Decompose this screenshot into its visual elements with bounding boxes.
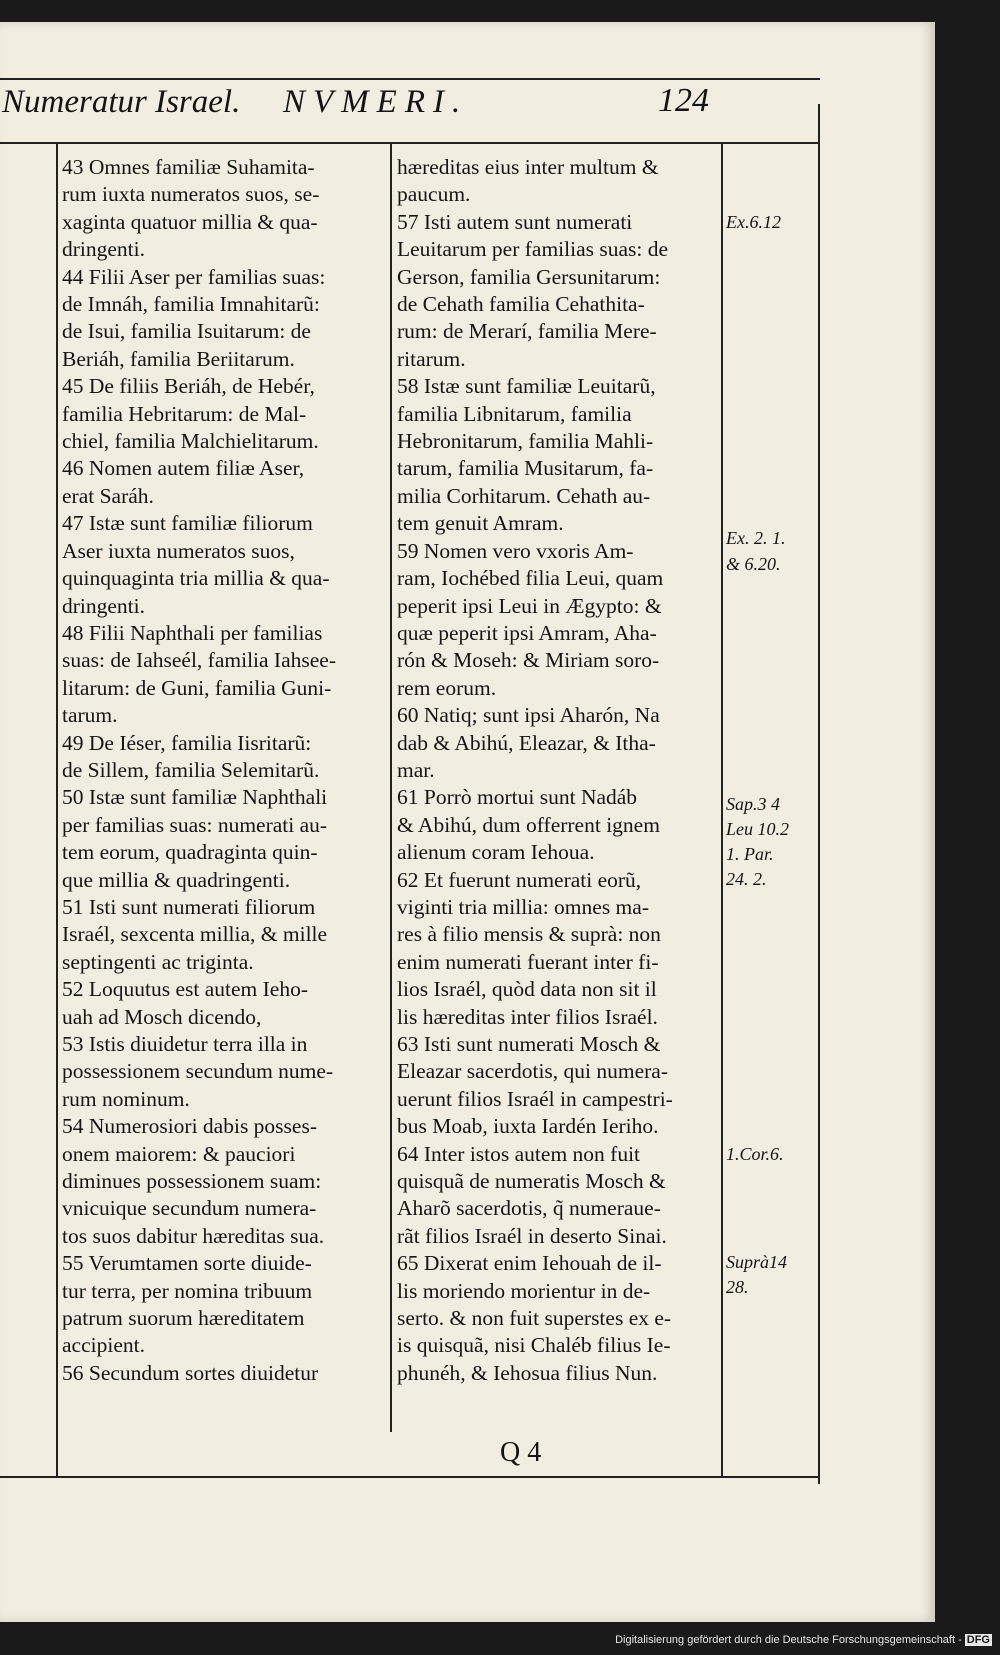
text-line: tarum. bbox=[62, 703, 118, 728]
text-line: lis moriendo morientur in de- bbox=[397, 1278, 651, 1303]
text-line: rum: de Merarí, familia Mere- bbox=[397, 319, 657, 344]
margin-note: 28. bbox=[726, 1277, 749, 1297]
text-line: alienum coram Iehoua. bbox=[397, 840, 595, 865]
text-line: chiel, familia Malchielitarum. bbox=[62, 429, 319, 454]
text-line: 44 Filii Aser per familias suas: bbox=[62, 264, 326, 289]
text-line: xaginta quatuor millia & qua- bbox=[62, 209, 318, 234]
margin-note: 1. Par. bbox=[726, 844, 774, 864]
text-line: 54 Numerosiori dabis posses- bbox=[62, 1114, 317, 1139]
text-line: tem genuit Amram. bbox=[397, 511, 564, 536]
text-line: uah ad Mosch dicendo, bbox=[62, 1004, 262, 1029]
text-line: Gerson, familia Gersunitarum: bbox=[397, 264, 661, 289]
text-line: familia Libnitarum, familia bbox=[397, 401, 632, 426]
text-line: dringenti. bbox=[62, 593, 145, 618]
text-line: 53 Istis diuidetur terra illa in bbox=[62, 1032, 308, 1056]
signature-mark: Q 4 bbox=[500, 1437, 542, 1468]
text-line: rum iuxta numeratos suos, se- bbox=[62, 182, 320, 207]
text-line: viginti tria millia: omnes ma- bbox=[397, 894, 649, 919]
text-line: tur terra, per nomina tribuum bbox=[62, 1278, 313, 1303]
running-title: Numeratur Israel. bbox=[2, 84, 241, 120]
text-line: Aser iuxta numeratos suos, bbox=[62, 538, 295, 563]
text-line: hæreditas eius inter multum & bbox=[397, 155, 659, 179]
text-line: rón & Moseh: & Miriam soro- bbox=[397, 648, 660, 673]
text-line: tos suos dabitur hæreditas sua. bbox=[62, 1223, 325, 1248]
text-line: septingenti ac triginta. bbox=[62, 949, 254, 974]
text-line: tem eorum, quadraginta quin- bbox=[62, 840, 318, 865]
text-line: mar. bbox=[397, 757, 435, 782]
dfg-logo: DFG bbox=[966, 1634, 990, 1646]
text-line: enim numerati fuerant inter fi- bbox=[397, 949, 659, 974]
margin-note: Ex.6.12 bbox=[726, 212, 781, 232]
running-head bbox=[0, 84, 820, 134]
book-title: NVMERI. bbox=[283, 84, 469, 120]
text-line: 61 Porrò mortui sunt Nadáb bbox=[397, 785, 638, 810]
text-line: onem maiorem: & pauciori bbox=[62, 1141, 296, 1166]
text-line: 58 Istæ sunt familiæ Leuitarũ, bbox=[397, 374, 656, 399]
text-line: Eleazar sacerdotis, qui numera- bbox=[397, 1059, 669, 1084]
text-line: Hebronitarum, familia Mahli- bbox=[397, 429, 654, 454]
text-line: quæ peperit ipsi Amram, Aha- bbox=[397, 620, 657, 645]
text-line: 63 Isti sunt numerati Mosch & bbox=[397, 1032, 661, 1056]
margin-note: 1.Cor.6. bbox=[726, 1144, 784, 1164]
text-line: 65 Dixerat enim Iehouah de il- bbox=[397, 1251, 662, 1276]
text-line: serto. & non fuit superstes ex e- bbox=[397, 1306, 672, 1331]
page-number: 124 bbox=[658, 82, 709, 119]
text-line: 52 Loquutus est autem Ieho- bbox=[62, 977, 309, 1002]
text-line: lios Israél, quòd data non sit il bbox=[397, 977, 657, 1002]
text-line: phunéh, & Iehosua filius Nun. bbox=[397, 1360, 658, 1385]
top-rule bbox=[0, 78, 820, 80]
text-line: 62 Et fuerunt numerati eorũ, bbox=[397, 867, 642, 892]
text-line: 55 Verumtamen sorte diuide- bbox=[62, 1251, 312, 1276]
text-line: quisquã de numeratis Mosch & bbox=[397, 1169, 666, 1194]
text-line: 57 Isti autem sunt numerati bbox=[397, 209, 633, 234]
text-line: res à filio mensis & suprà: non bbox=[397, 922, 661, 947]
text-line: 47 Istæ sunt familiæ filiorum bbox=[62, 511, 313, 536]
digitization-credit bbox=[615, 1634, 992, 1646]
text-line: Beriáh, familia Beriitarum. bbox=[62, 346, 295, 371]
header-rule bbox=[0, 142, 820, 144]
text-line: possessionem secundum nume- bbox=[62, 1059, 334, 1084]
text-line: paucum. bbox=[397, 182, 471, 207]
text-line: accipient. bbox=[62, 1333, 145, 1358]
text-line: familia Hebritarum: de Mal- bbox=[62, 401, 307, 426]
text-line: Leuitarum per familias suas: de bbox=[397, 237, 669, 262]
text-line: milia Corhitarum. Cehath au- bbox=[397, 483, 651, 508]
text-line: tarum, familia Musitarum, fa- bbox=[397, 456, 654, 481]
text-line: dab & Abihú, Eleazar, & Itha- bbox=[397, 730, 656, 755]
text-line: ram, Iochébed filia Leui, quam bbox=[397, 566, 664, 591]
bottom-rule bbox=[0, 1476, 820, 1478]
text-line: per familias suas: numerati au- bbox=[62, 812, 328, 837]
text-line: 56 Secundum sortes diuidetur bbox=[62, 1360, 319, 1385]
text-line: ritarum. bbox=[397, 346, 466, 371]
text-line: 48 Filii Naphthali per familias bbox=[62, 620, 323, 645]
margin-note: Sap.3 4 bbox=[726, 794, 780, 814]
margin-note: Ex. 2. 1. bbox=[726, 528, 786, 548]
text-column-left bbox=[62, 154, 387, 1387]
text-line: & Abihú, dum offerrent ignem bbox=[397, 812, 660, 837]
text-line: que millia & quadringenti. bbox=[62, 867, 291, 892]
credit-text: Digitalisierung gefördert durch die Deutsche Forschungsgemeinschaft - bbox=[615, 1634, 962, 1646]
margin-note: 24. 2. bbox=[726, 869, 767, 889]
text-line: de Sillem, familia Selemitarũ. bbox=[62, 757, 320, 782]
text-line: 60 Natiq; sunt ipsi Aharón, Na bbox=[397, 703, 660, 728]
text-line: litarum: de Guni, familia Guni- bbox=[62, 675, 332, 700]
text-line: diminues possessionem suam: bbox=[62, 1169, 322, 1194]
text-line: suas: de Iahseél, familia Iahsee- bbox=[62, 648, 336, 673]
text-column-right bbox=[397, 154, 719, 1387]
book-page bbox=[0, 22, 935, 1622]
text-line: rãt filios Israél in deserto Sinai. bbox=[397, 1223, 667, 1248]
text-line: 46 Nomen autem filiæ Aser, bbox=[62, 456, 305, 481]
text-line: Israél, sexcenta millia, & mille bbox=[62, 922, 328, 947]
right-frame-rule bbox=[818, 104, 820, 1484]
text-line: Aharõ sacerdotis, q̃ numeraue- bbox=[397, 1196, 661, 1221]
text-line: 45 De filiis Beriáh, de Hebér, bbox=[62, 374, 315, 399]
text-line: vnicuique secundum numera- bbox=[62, 1196, 317, 1221]
text-line: uerunt filios Israél in campestri- bbox=[397, 1086, 673, 1111]
text-line: 64 Inter istos autem non fuit bbox=[397, 1141, 641, 1166]
text-line: is quisquã, nisi Chaléb filius Ie- bbox=[397, 1333, 671, 1358]
text-line: de Isui, familia Isuitarum: de bbox=[62, 319, 311, 344]
margin-note: & 6.20. bbox=[726, 554, 781, 574]
text-line: rem eorum. bbox=[397, 675, 497, 700]
text-line: erat Saráh. bbox=[62, 483, 154, 508]
margin-rule bbox=[721, 142, 723, 1477]
left-frame-rule bbox=[56, 142, 58, 1477]
text-line: 50 Istæ sunt familiæ Naphthali bbox=[62, 785, 328, 810]
text-line: dringenti. bbox=[62, 237, 145, 262]
margin-note: Suprà14 bbox=[726, 1252, 788, 1272]
text-line: peperit ipsi Leui in Ægypto: & bbox=[397, 593, 662, 618]
text-line: rum nominum. bbox=[62, 1086, 190, 1111]
text-line: patrum suorum hæreditatem bbox=[62, 1306, 305, 1331]
text-line: 59 Nomen vero vxoris Am- bbox=[397, 538, 634, 563]
column-rule bbox=[390, 142, 392, 1432]
text-line: bus Moab, iuxta Iardén Ieriho. bbox=[397, 1114, 659, 1139]
text-line: 43 Omnes familiæ Suhamita- bbox=[62, 155, 315, 179]
text-line: de Cehath familia Cehathita- bbox=[397, 292, 645, 317]
text-line: de Imnáh, familia Imnahitarũ: bbox=[62, 292, 320, 317]
text-line: quinquaginta tria millia & qua- bbox=[62, 566, 330, 591]
text-line: 49 De Iéser, familia Iisritarũ: bbox=[62, 730, 312, 755]
text-line: lis hæreditas inter filios Israél. bbox=[397, 1004, 658, 1029]
text-line: 51 Isti sunt numerati filiorum bbox=[62, 894, 316, 919]
margin-note: Leu 10.2 bbox=[726, 819, 789, 839]
